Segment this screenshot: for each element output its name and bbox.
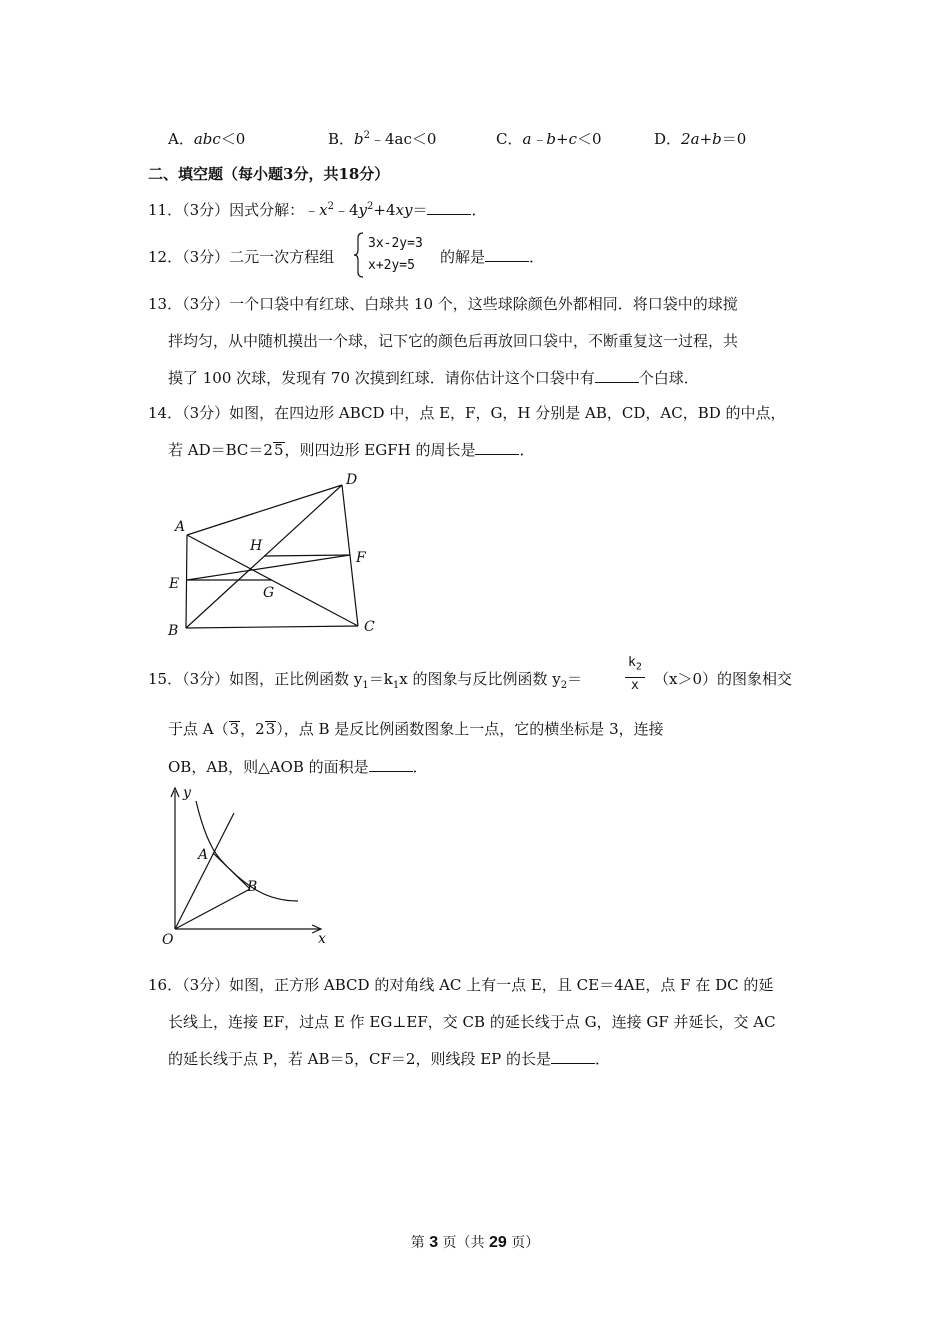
question-15-line3: OB，AB，则△AOB 的面积是 ． <box>168 758 428 776</box>
equation-2: x+2y=5 <box>368 258 415 273</box>
question-16-line2: 长线上，连接 EF，过点 E 作 EG⊥EF，交 CB 的延长线于点 G，连接 GF 并延长，交 AC <box>168 1013 776 1031</box>
label-x: x <box>318 931 326 947</box>
label-c: C <box>364 619 375 635</box>
label-a: A <box>175 519 186 535</box>
answer-blank <box>595 370 639 383</box>
answer-blank <box>369 759 413 772</box>
equation-system <box>368 233 423 277</box>
label-f: F <box>356 550 366 566</box>
question-15: 15．（3分）如图，正比例函数 $y_1=k_1x$ 的图象与反比例函数 $y_2=$ <box>148 670 583 691</box>
question-15-line2: 于点 A（3，23），点 B 是反比例函数图象上一点，它的横坐标是 3，连接 <box>168 720 664 738</box>
answer-blank <box>551 1051 595 1064</box>
label-d: D <box>346 472 358 488</box>
segment-bd <box>186 485 342 628</box>
sqrt-symbol: 3 <box>229 720 240 738</box>
segment-cb <box>186 626 358 628</box>
sqrt-symbol: 3 <box>265 720 276 738</box>
segment-hf <box>264 555 350 556</box>
answer-blank <box>475 442 519 455</box>
section-title: 二、填空题（每小题3分，共18分） <box>148 165 390 183</box>
page-footer: 第 3 页（共 29 页） <box>410 1234 540 1251</box>
option-b: B．$b^2﹣4ac<0$ <box>328 130 437 148</box>
function-graph-figure <box>158 783 338 949</box>
question-12: 12．（3分）二元一次方程组 <box>148 248 335 266</box>
question-14-line2: 若 AD＝BC＝25，则四边形 EGFH 的周长是 ． <box>168 441 535 459</box>
option-c: C．a﹣b+c＜0 <box>496 130 602 148</box>
label-h: H <box>250 538 263 554</box>
sqrt-symbol: 5 <box>273 441 284 459</box>
option-a: A．abc＜0 <box>168 130 246 148</box>
label-a: A <box>198 847 209 863</box>
segment-ab <box>213 853 250 889</box>
answer-blank <box>485 249 529 262</box>
question-16: 16．（3分）如图，正方形 ABCD 的对角线 AC 上有一点 E，且 CE＝4AE，点 F 在 DC 的延 <box>148 976 774 994</box>
label-g: G <box>263 585 275 601</box>
equation-system-brace <box>353 232 365 278</box>
segment-ef <box>187 555 350 580</box>
label-o: O <box>162 932 174 948</box>
question-13-line2: 拌均匀，从中随机摸出一个球，记下它的颜色后再放回口袋中，不断重复这一过程，共 <box>168 332 739 350</box>
label-e: E <box>169 576 180 592</box>
segment-ob <box>175 889 250 929</box>
segment-ba <box>186 535 187 628</box>
question-13: 13．（3分）一个口袋中有红球、白球共 10 个，这些球除颜色外都相同．将口袋中的球搅 <box>148 295 738 313</box>
page-number: 3 <box>429 1234 439 1251</box>
answer-blank <box>427 202 471 215</box>
label-y: y <box>183 785 191 801</box>
question-15-line1-tail: （x＞0）的图象相交 <box>654 670 793 688</box>
question-13-line3: 摸了 100 次球，发现有 70 次摸到红球．请你估计这个口袋中有 个白球． <box>168 369 699 387</box>
equation-1: 3x-2y=3 <box>368 236 423 251</box>
page-total: 29 <box>489 1234 507 1251</box>
label-b: B <box>168 623 179 639</box>
question-14: 14．（3分）如图，在四边形 ABCD 中，点 E，F，G，H 分别是 AB，CD，AC，BD 的中点， <box>148 404 786 422</box>
segment-ad <box>187 485 342 535</box>
question-16-line3: 的延长线于点 P，若 AB＝5，CF＝2，则线段 EP 的长是 ． <box>168 1050 611 1068</box>
question-11: 11．（3分）因式分解：$﹣x^2﹣4y^2+4xy=$ ． <box>148 201 487 219</box>
quadrilateral-figure <box>160 468 390 648</box>
option-d: D．2a+b＝0 <box>654 130 747 148</box>
question-12-tail: 的解是 ． <box>440 248 545 266</box>
label-b: B <box>247 879 258 895</box>
fraction-k2-over-x: $\frac{k_2}{x}$ <box>625 654 645 694</box>
